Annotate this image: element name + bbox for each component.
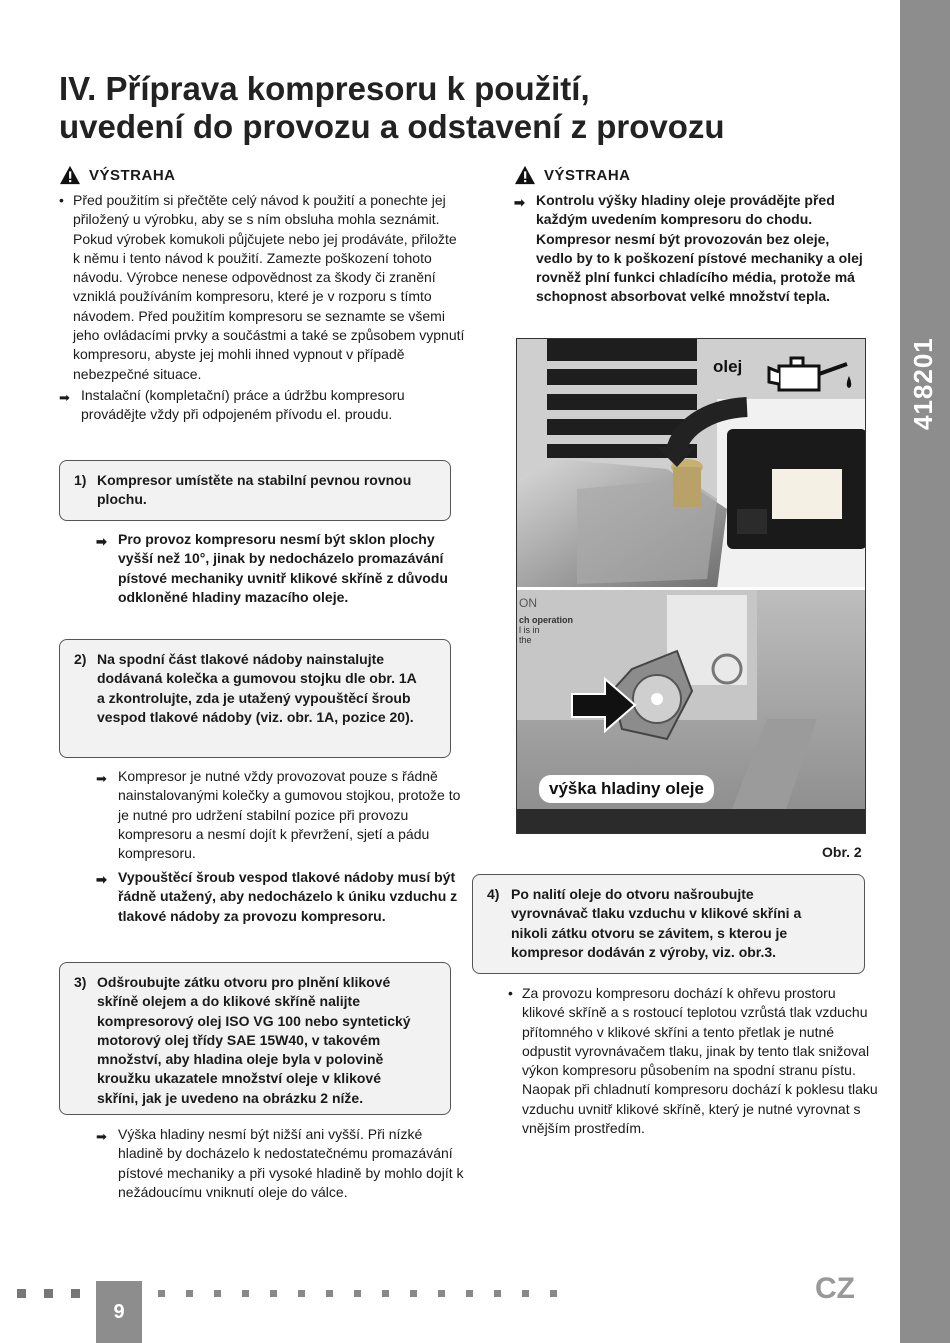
step-1-text: Kompresor umístěte na stabilní pevnou rovnou plochu.	[97, 472, 412, 508]
step-4-note: • Za provozu kompresoru dochází k ohřevu prostoru klikové skříně a s rostoucí teplotou vzrůstá tlak vzduchu přítomného v klikové skříni a tento přetlak je nutné odpustit vyrovnávačem tlaku, jinak by tento tlak snižoval výkon kompresoru působením na spodní stranu pístu. Naopak při chladnutí kompresoru dochází k poklesu tlaku vzduchu uvnitř klikové skříně, který je nutné vyrovnat s vnějším prostředím.	[508, 985, 878, 1137]
page-title	[59, 70, 725, 146]
oil-can-icon	[767, 354, 857, 400]
right-arrow-icon: ➡	[96, 872, 107, 887]
warning-bullet: • Před použitím si přečtěte celý návod k použití a ponechte jej přiložený u výrobku, aby se s ním obsluha mohla seznámit. Pokud výrobek komukoli půjčujete nebo jej prodáváte, přiložte k němu i tento návod k použití. Zamezte poškození tohoto návodu. Výrobce nenese odpovědnost za škody či zranění vzniklá používáním kompresoru, které je v rozporu s tímto návodem. Před použitím kompresoru se seznamte se všemi jeho ovládacími prvky a součástmi a také se způsobem vypnutí kompresoru, abyste jej mohli ihned vypnout v případě nebezpečné situace.	[59, 192, 465, 382]
title-line-1: IV. Příprava kompresoru k použití,	[59, 70, 590, 107]
svg-text:the: the	[519, 635, 532, 645]
warning-arrow-item: ➡ Instalační (kompletační) práce a údržbu kompresoru provádějte vždy při odpojeném přívodu el. proudu.	[59, 386, 405, 423]
step-2-text: Na spodní část tlakové nádoby nainstalujte dodávaná kolečka a gumovou stojku dle obr. 1A a zkontrolujte, zda je utažený vypouštěcí šroub vespod tlakové nádoby (viz. obr. 1A, pozice 20).	[97, 651, 417, 725]
page-number: 9	[96, 1281, 142, 1343]
right-arrow-icon: ➡	[59, 389, 70, 405]
right-warning	[514, 165, 864, 307]
right-arrow-icon: ➡	[514, 195, 525, 210]
svg-text:l is in: l is in	[519, 625, 540, 635]
step-2-box: 2) Na spodní část tlakové nádoby nainstalujte dodávaná kolečka a gumovou stojku dle obr. 1A a zkontrolujte, zda je utažený vypouštěcí šroub vespod tlakové nádoby (viz. obr. 1A, pozice 20).	[59, 639, 451, 758]
step-2-note-2: ➡ Vypouštěcí šroub vespod tlakové nádoby musí být řádně utažený, aby nedocházelo k úniku vzduchu z tlakové nádoby za provozu kompresoru.	[96, 869, 458, 924]
right-warning-title: VÝSTRAHA	[514, 165, 864, 185]
side-tab	[900, 0, 950, 1343]
bullet-dot: •	[508, 985, 513, 1001]
step-1-box: 1) Kompresor umístěte na stabilní pevnou rovnou plochu.	[59, 460, 451, 521]
step-3-note: ➡ Výška hladiny nesmí být nižší ani vyšší. Při nízké hladině by docházelo k nedostatečnému promazávání pístové mechaniky a při vysoké hladině by mohlo dojít k nežádoucímu vniknutí oleje do válce.	[96, 1126, 464, 1200]
left-warning-title: VÝSTRAHA	[59, 165, 454, 185]
right-arrow-icon: ➡	[96, 1129, 107, 1144]
step-4-text: Po nalití oleje do otvoru našroubujte vyrovnávač tlaku vzduchu v klikové skříni a nikoli zátku otvoru se závitem, s kterou je kompresor dodáván z výroby, viz. obr.3.	[511, 886, 802, 960]
photo-illustration	[517, 339, 866, 834]
step-4-box: 4) Po nalití oleje do otvoru našroubujte vyrovnávač tlaku vzduchu v klikové skříni a nikoli zátku otvoru se závitem, s kterou je kompresor dodáván z výroby, viz. obr.3.	[472, 874, 865, 974]
step-3-box: 3) Odšroubujte zátku otvoru pro plnění klikové skříně olejem a do klikové skříně nalijte kompresorový olej ISO VG 100 nebo syntetický motorový olej třídy SAE 15W40, v takovém množství, aby hladina oleje byla v polovině kroužku ukazatele množství oleje v klikové skříni, jak je uvedeno na obrázku 2 níže.	[59, 962, 451, 1115]
oil-level-label: výška hladiny oleje	[539, 775, 714, 803]
step-1-note: ➡ Pro provoz kompresoru nesmí být sklon plochy vyšší než 10°, jinak by nedocházelo promazávání pístové mechaniky uvnitř klikové skříně z důvodu odkloněné hladiny mazacího oleje.	[96, 531, 448, 605]
right-warning-text: ➡ Kontrolu výšky hladiny oleje provádějte před každým uvedením kompresoru do chodu. Kompresor nesmí být provozován bez oleje, vedlo by to k poškození pístové mechaniky a olej rovněž plní funkci chladícího média, protože má schopnost absorbovat velké množství tepla.	[514, 192, 863, 305]
bullet-dot: •	[59, 192, 64, 208]
step-3-text: Odšroubujte zátku otvoru pro plnění klikové skříně olejem a do klikové skříně nalijte kompresorový olej ISO VG 100 nebo syntetický motorový olej třídy SAE 15W40, v takovém množství, aby hladina oleje byla v polovině kroužku ukazatele množství oleje v klikové skříni, jak je uvedeno na obrázku 2 níže.	[97, 974, 411, 1106]
right-arrow-icon: ➡	[96, 771, 107, 786]
language-code: CZ	[815, 1272, 855, 1305]
left-warning	[59, 165, 465, 425]
sticker-on-text: ON	[519, 596, 537, 610]
figure-caption: Obr. 2	[822, 844, 862, 860]
oil-label: olej	[713, 357, 743, 376]
step-2-note-1: ➡ Kompresor je nutné vždy provozovat pouze s řádně nainstalovanými kolečky a gumovou stojkou, protože to je nutné pro udržení stabilní pozice při provozu kompresoru a nesmí dojít k převržení, sjetí a pádu kompresoru.	[96, 768, 461, 862]
right-arrow-icon: ➡	[96, 534, 107, 549]
svg-text:ch operation: ch operation	[519, 615, 574, 625]
warning-triangle-icon	[514, 165, 536, 185]
warning-triangle-icon	[59, 165, 81, 185]
title-line-2: uvedení do provozu a odstavení z provozu	[59, 108, 725, 145]
product-code: 418201	[908, 337, 938, 430]
oil-level-photo	[516, 338, 866, 834]
